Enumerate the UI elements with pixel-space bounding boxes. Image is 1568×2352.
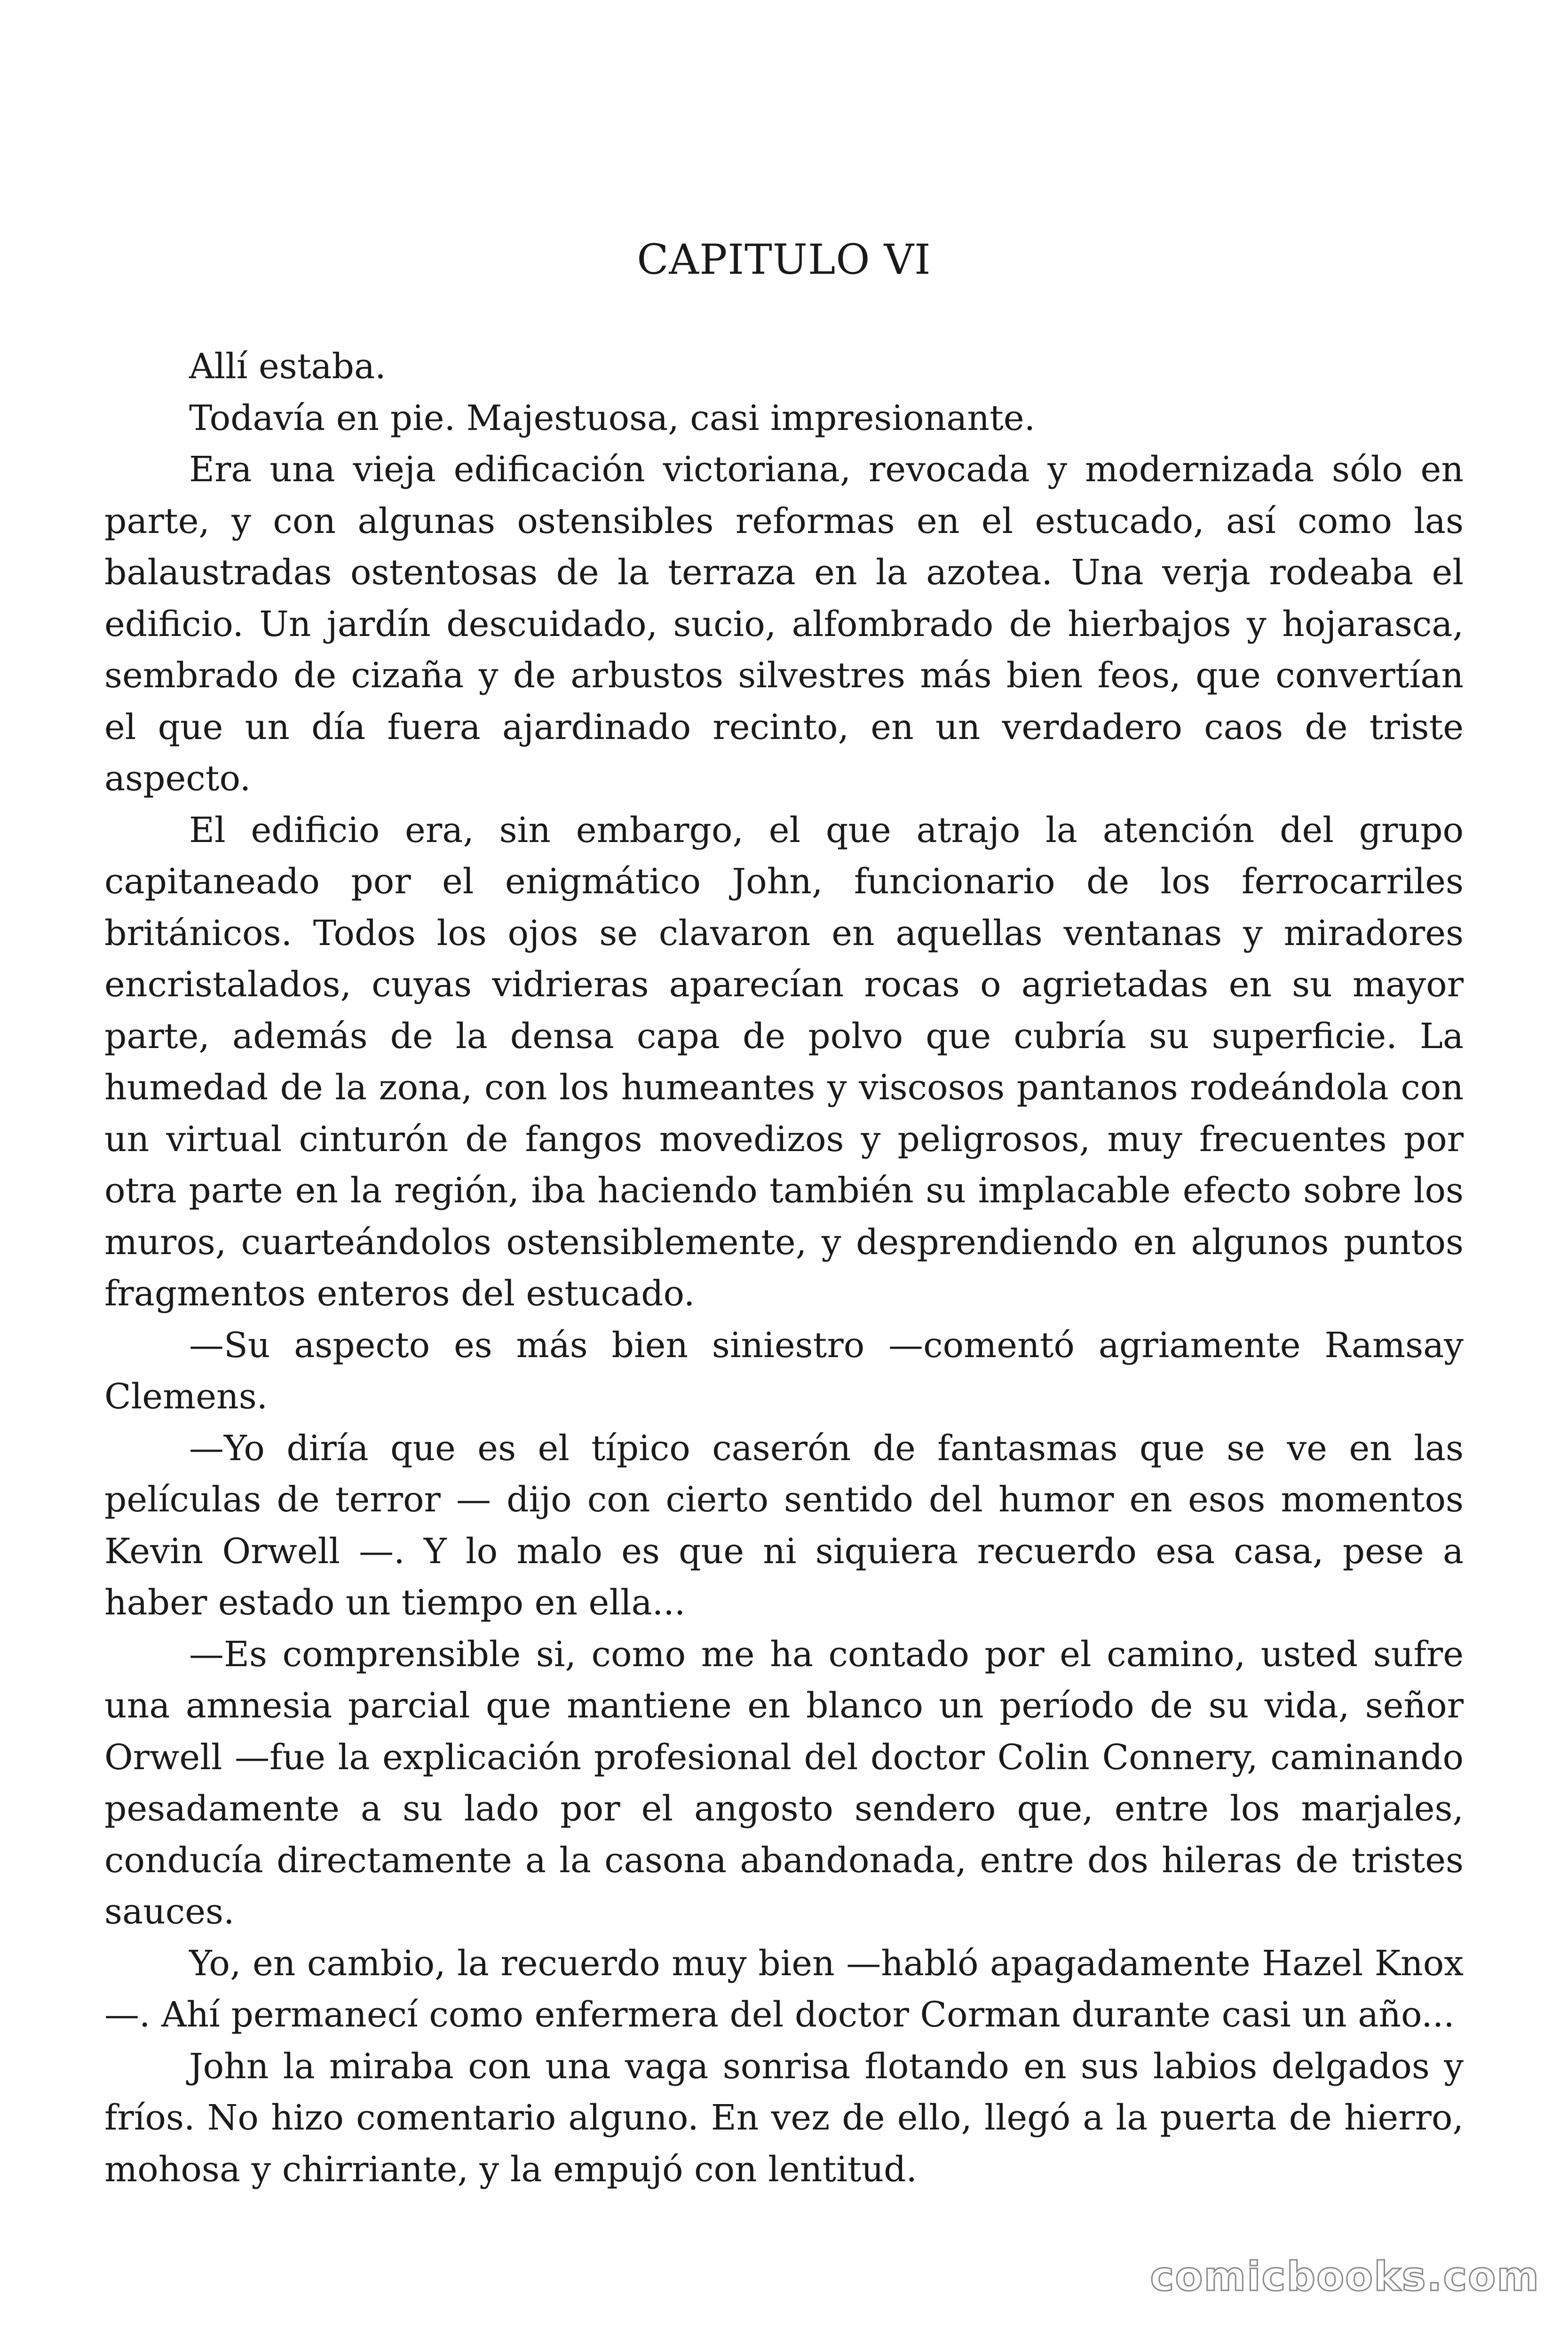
paragraph: —Es comprensible si, como me ha contado por el camino, usted sufre una amnesia parcial que mantiene en blanco un período de su vida, señor Orwell —fue la explicación profesional del doctor Colin Connery, caminando pesadamente a su lado por el angosto sendero que, entre los marjales, conducía directamente a la casona abandonada, entre dos hileras de tristes sauces. bbox=[104, 1634, 1464, 1932]
paragraph: Yo, en cambio, la recuerdo muy bien —habló apagadamente Hazel Knox—. Ahí permanecí como enfermera del doctor Corman durante casi un año... bbox=[104, 1943, 1464, 2035]
chapter-title: CAPITULO VI bbox=[637, 235, 931, 284]
paragraph: Era una vieja edificación victoriana, revocada y modernizada sólo en parte, y con algunas ostensibles reformas en el estucado, así como las balaustradas ostentosas de la terraza en la azotea. Una verja rodeaba el edificio. Un jardín descuidado, sucio, alfombrado de hierbajos y hojarasca, sembrado de cizaña y de arbustos silvestres más bien feos, que convertían el que un día fuera ajardinado recinto, en un verdadero caos de triste aspecto. bbox=[104, 449, 1464, 799]
paragraph: Todavía en pie. Majestuosa, casi impresionante. bbox=[189, 397, 1036, 438]
paragraph: John la miraba con una vaga sonrisa flotando en sus labios delgados y fríos. No hizo comentario alguno. En vez de ello, llegó a la puerta de hierro, mohosa y chirriante, y la empujó con lentitud. bbox=[104, 2046, 1464, 2190]
chapter-body bbox=[104, 341, 1464, 2195]
site-watermark: comicbooks.com bbox=[1150, 2253, 1540, 2300]
paragraph: Allí estaba. bbox=[189, 346, 386, 387]
paragraph: El edificio era, sin embargo, el que atrajo la atención del grupo capitaneado por el enigmático John, funcionario de los ferrocarriles británicos. Todos los ojos se clavaron en aquellas ventanas y miradores encristalados, cuyas vidrieras aparecían rocas o agrietadas en su mayor parte, además de la densa capa de polvo que cubría su superficie. La humedad de la zona, con los humeantes y viscosos pantanos rodeándola con un virtual cinturón de fangos movedizos y peligrosos, muy frecuentes por otra parte en la región, iba haciendo también su implacable efecto sobre los muros, cuarteándolos ostensiblemente, y desprendiendo en algunos puntos fragmentos enteros del estucado. bbox=[104, 810, 1464, 1314]
paragraph: —Su aspecto es más bien siniestro —comentó agriamente Ramsay Clemens. bbox=[104, 1325, 1464, 1417]
paragraph: —Yo diría que es el típico caserón de fantasmas que se ve en las películas de terror — dijo con cierto sentido del humor en esos momentos Kevin Orwell —. Y lo malo es que ni siquiera recuerdo esa casa, pese a haber estado un tiempo en ella... bbox=[104, 1428, 1464, 1623]
